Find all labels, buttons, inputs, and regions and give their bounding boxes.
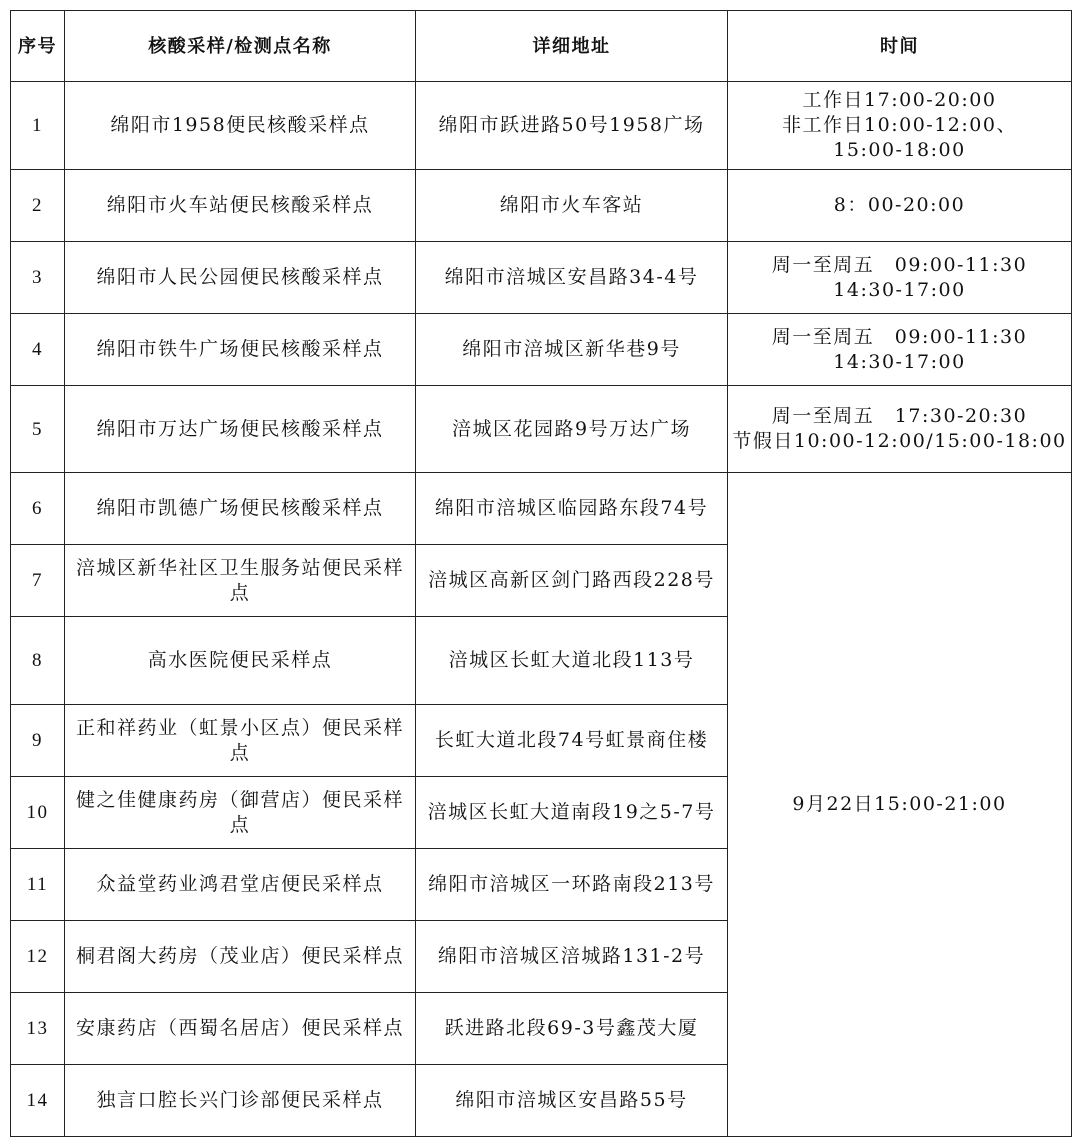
table-row [11, 386, 1072, 473]
site-time [728, 170, 1072, 242]
row-index: 11 [11, 849, 65, 921]
header-address: 详细地址 [416, 11, 728, 82]
table-row [11, 242, 1072, 314]
row-index: 14 [11, 1065, 65, 1137]
time-line: 非工作日10:00-12:00、 [782, 114, 1017, 136]
site-time [728, 82, 1072, 170]
row-index: 12 [11, 921, 65, 993]
table-header-row [11, 11, 1072, 82]
site-time [728, 314, 1072, 386]
row-index: 1 [11, 82, 65, 170]
row-index: 9 [11, 705, 65, 777]
row-index: 5 [11, 386, 65, 473]
row-index: 13 [11, 993, 65, 1065]
header-site-name: 核酸采样/检测点名称 [65, 11, 416, 82]
table-row [11, 314, 1072, 386]
site-address: 绵阳市涪城区安昌路55号 [416, 1065, 728, 1137]
site-address: 涪城区花园路9号万达广场 [416, 386, 728, 473]
sampling-sites-table [10, 10, 1072, 1137]
row-index: 6 [11, 473, 65, 545]
shared-time: 9月22日15:00-21:00 [728, 473, 1072, 1137]
time-line: 周一至周五 09:00-11:30 [771, 253, 1028, 276]
time-line: 15:00-18:00 [833, 139, 966, 161]
site-address: 绵阳市跃进路50号1958广场 [416, 82, 728, 170]
site-name: 绵阳市铁牛广场便民核酸采样点 [65, 314, 416, 386]
header-time: 时间 [728, 11, 1072, 82]
row-index: 2 [11, 170, 65, 242]
time-line: 8：00-20:00 [833, 194, 966, 216]
row-index: 3 [11, 242, 65, 314]
header-index: 序号 [11, 11, 65, 82]
site-time [728, 242, 1072, 314]
site-address: 跃进路北段69-3号鑫茂大厦 [416, 993, 728, 1065]
site-name: 绵阳市凯德广场便民核酸采样点 [65, 473, 416, 545]
row-index: 4 [11, 314, 65, 386]
site-name: 独言口腔长兴门诊部便民采样点 [65, 1065, 416, 1137]
site-name: 高水医院便民采样点 [65, 617, 416, 705]
site-name: 绵阳市人民公园便民核酸采样点 [65, 242, 416, 314]
site-address: 绵阳市涪城区新华巷9号 [416, 314, 728, 386]
time-line: 工作日17:00-20:00 [802, 89, 997, 111]
site-name: 绵阳市万达广场便民核酸采样点 [65, 386, 416, 473]
site-address: 长虹大道北段74号虹景商住楼 [416, 705, 728, 777]
site-address: 绵阳市涪城区临园路东段74号 [416, 473, 728, 545]
site-name: 正和祥药业（虹景小区点）便民采样点 [65, 705, 416, 777]
site-address: 绵阳市涪城区涪城路131-2号 [416, 921, 728, 993]
time-line: 14:30-17:00 [833, 278, 966, 301]
table-row [11, 473, 1072, 545]
time-line: 节假日10:00-12:00/15:00-18:00 [732, 430, 1067, 452]
site-name: 绵阳市火车站便民核酸采样点 [65, 170, 416, 242]
site-address: 涪城区长虹大道南段19之5-7号 [416, 777, 728, 849]
site-time [728, 386, 1072, 473]
site-address: 绵阳市涪城区安昌路34-4号 [416, 242, 728, 314]
site-name: 桐君阁大药房（茂业店）便民采样点 [65, 921, 416, 993]
site-address: 涪城区长虹大道北段113号 [416, 617, 728, 705]
site-address: 涪城区高新区剑门路西段228号 [416, 545, 728, 617]
site-name: 安康药店（西蜀名居店）便民采样点 [65, 993, 416, 1065]
row-index: 10 [11, 777, 65, 849]
time-line: 周一至周五 17:30-20:30 [771, 405, 1028, 427]
site-name: 健之佳健康药房（御营店）便民采样点 [65, 777, 416, 849]
site-name: 涪城区新华社区卫生服务站便民采样点 [65, 545, 416, 617]
site-address: 绵阳市涪城区一环路南段213号 [416, 849, 728, 921]
table-row [11, 82, 1072, 170]
time-line: 14:30-17:00 [833, 350, 966, 373]
row-index: 8 [11, 617, 65, 705]
site-address: 绵阳市火车客站 [416, 170, 728, 242]
site-name: 绵阳市1958便民核酸采样点 [65, 82, 416, 170]
time-line: 周一至周五 09:00-11:30 [771, 325, 1028, 348]
table-row [11, 170, 1072, 242]
row-index: 7 [11, 545, 65, 617]
site-name: 众益堂药业鸿君堂店便民采样点 [65, 849, 416, 921]
